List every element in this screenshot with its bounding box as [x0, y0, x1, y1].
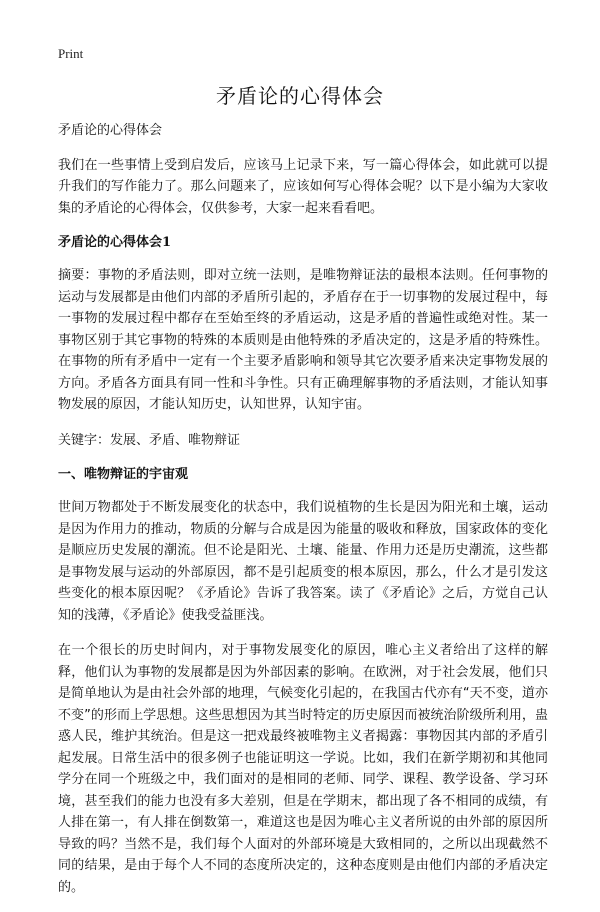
body-paragraph-2: 在一个很长的历史时间内，对于事物发展变化的原因，唯心主义者给出了这样的解释，他们认为事物的发展都是因为外部因素的影响。在欧洲，对于社会发展，他们只是简单地认为是由社会外部的地理，气候变化引起的，在我国古代亦有“天不变，道亦不变”的形而上学思想。这些思想因为其当时特定的历史原因而被统治阶级所利用，蛊惑人民，维护其统治。但是这一把戏最终被唯物主义者揭露：事物因其内部的矛盾引起发展。日常生活中的很多例子也能证明这一学说。比如，我们在新学期初和其他同学分在同一个班级之中，我们面对的是相同的老师、同学、课程、教学设备、学习环境，甚至我们的能力也没有多大差别，但是在学期末，都出现了各不相同的成绩，有人排在第一，有人排在倒数第一，难道这也是因为唯心主义者所说的由外部的原因所导致的吗？当然不是，我们每个人面对的外部环境是大致相同的，之所以出现截然不同的结果，是由于每个人不同的态度所决定的，这种态度则是由他们内部的矛盾决定的。 [58, 643, 548, 895]
section-heading-1: 矛盾论的心得体会1 [58, 235, 172, 250]
section-heading-2: 一、唯物辩证的宇宙观 [58, 467, 189, 482]
document-subtitle: 矛盾论的心得体会 [58, 123, 163, 138]
document-body [58, 120, 548, 912]
print-label: Print [58, 46, 84, 61]
abstract-paragraph: 摘要：事物的矛盾法则，即对立统一法则，是唯物辩证法的最根本法则。任何事物的运动与发展都是由他们内部的矛盾所引起的，矛盾存在于一切事物的发展过程中，每一事物的发展过程中都存在至始至终的矛盾运动，这是矛盾的普遍性或绝对性。某一事物区别于其它事物的特殊的本质则是由他特殊的矛盾决定的，这是矛盾的特殊性。在事物的所有矛盾中一定有一个主要矛盾影响和领导其它次要矛盾来决定事物发展的方向。矛盾各方面具有同一性和斗争性。只有正确理解事物的矛盾法则，才能认知事物发展的原因，才能认知历史，认知世界，认知宇宙。 [58, 268, 548, 412]
keywords-paragraph: 关键字：发展、矛盾、唯物辩证 [58, 432, 241, 448]
page-title: 矛盾论的心得体会 [216, 84, 384, 108]
body-paragraph-1: 世间万物都处于不断发展变化的状态中，我们说植物的生长是因为阳光和土壤，运动是因为作用力的推动，物质的分解与合成是因为能量的吸收和释放，国家政体的变化是顺应历史发展的潮流。但不论是阳光、土壤、能量、作用力还是历史潮流，这些都是事物发展与运动的外部原因，都不是引起质变的根本原因，那么，什么才是引发这些变化的根本原因呢？《矛盾论》告诉了我答案。读了《矛盾论》之后，方觉自己认知的浅薄，《矛盾论》使我受益匪浅。 [58, 500, 548, 623]
intro-paragraph: 我们在一些事情上受到启发后，应该马上记录下来，写一篇心得体会，如此就可以提升我们的写作能力了。那么问题来了，应该如何写心得体会呢？以下是小编为大家收集的矛盾论的心得体会，仅供参考，大家一起来看看吧。 [58, 157, 548, 216]
